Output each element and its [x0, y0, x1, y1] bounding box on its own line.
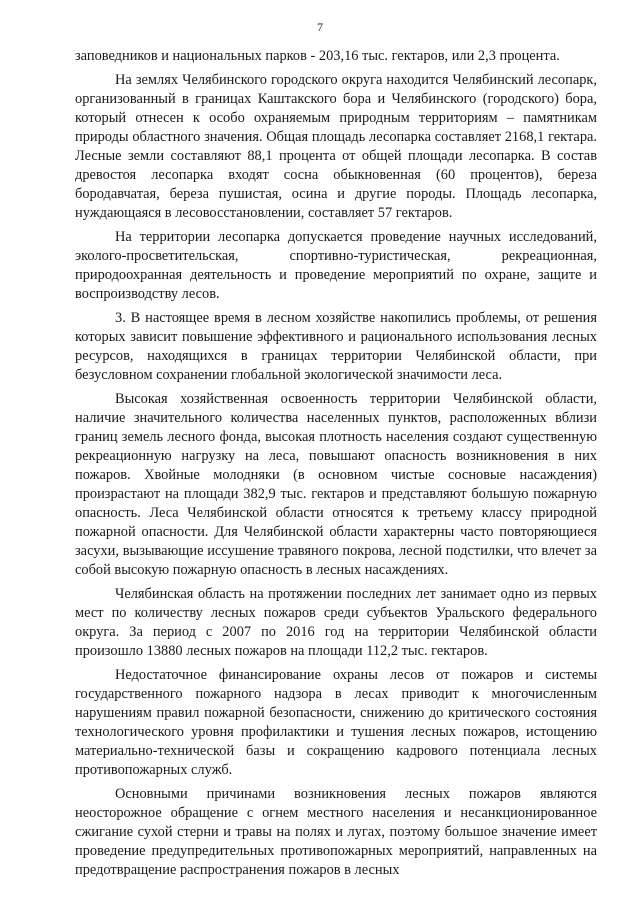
paragraph: На территории лесопарка допускается проведение научных исследований, эколого-просветительская, спортивно-туристическая, рекреационная, природоохранная деятельность и проведение мероприятий по охране, защите и воспроизводству лесов.	[75, 229, 597, 302]
document-body	[75, 47, 597, 885]
paragraph: Высокая хозяйственная освоенность территории Челябинской области, наличие значительного количества населенных пунктов, расположенных вблизи границ земель лесного фонда, высокая плотность населения создают существенную рекреационную нагрузку на леса, повышают опасность возникновения в них пожаров. Хвойные молодняки (в основном чистые сосновые насаждения) произрастают на площади 382,9 тыс. гектаров и представляют большую пожарную опасность. Леса Челябинской области относятся к третьему классу природной пожарной опасности. Для Челябинской области характерны часто повторяющиеся засухи, вызывающие иссушение травяного покрова, лесной подстилки, что влечет за собой высокую пожарную опасность в лесных насаждениях.	[75, 391, 597, 578]
paragraph: Недостаточное финансирование охраны лесов от пожаров и системы государственного пожарного надзора в лесах приводит к многочисленным нарушениям правил пожарной безопасности, снижению до критического состояния технологического уровня профилактики и тушения лесных пожаров, истощению материально-технической базы и сокращению кадрового потенциала лесных противопожарных служб.	[75, 667, 597, 778]
paragraph: На землях Челябинского городского округа находится Челябинский лесопарк, организованный в границах Каштакского бора и Челябинского (городского) бора, который отнесен к особо охраняемым природным территориям – памятникам природы областного значения. Общая площадь лесопарка составляет 2168,1 гектара. Лесные земли составляют 88,1 процента от общей площади лесопарка. В состав древостоя лесопарка входят сосна обыкновенная (60 процентов), береза бородавчатая, береза пушистая, осина и другие породы. Площадь лесопарка, нуждающаяся в лесовосстановлении, составляет 57 гектаров.	[75, 72, 597, 221]
page-number: 7	[317, 20, 323, 34]
paragraph: Челябинская область на протяжении последних лет занимает одно из первых мест по количеству лесных пожаров среди субъектов Уральского федерального округа. За период с 2007 по 2016 год на территории Челябинской области произошло 13880 лесных пожаров на площади 112,2 тыс. гектаров.	[75, 586, 597, 659]
paragraph: 3. В настоящее время в лесном хозяйстве накопились проблемы, от решения которых зависит повышение эффективного и рационального использования лесных ресурсов, находящихся в границах территории Челябинской области, при безусловном сохранении глобальной экологической значимости леса.	[75, 310, 597, 383]
paragraph: заповедников и национальных парков - 203,16 тыс. гектаров, или 2,3 процента.	[75, 48, 560, 64]
paragraph: Основными причинами возникновения лесных пожаров являются неосторожное обращение с огнем местного населения и несанкционированное сжигание сухой стерни и травы на полях и лугах, поэтому большое значение имеет проведение предупредительных противопожарных мероприятий, направленных на предотвращение распространения пожаров в лесных	[75, 786, 597, 878]
